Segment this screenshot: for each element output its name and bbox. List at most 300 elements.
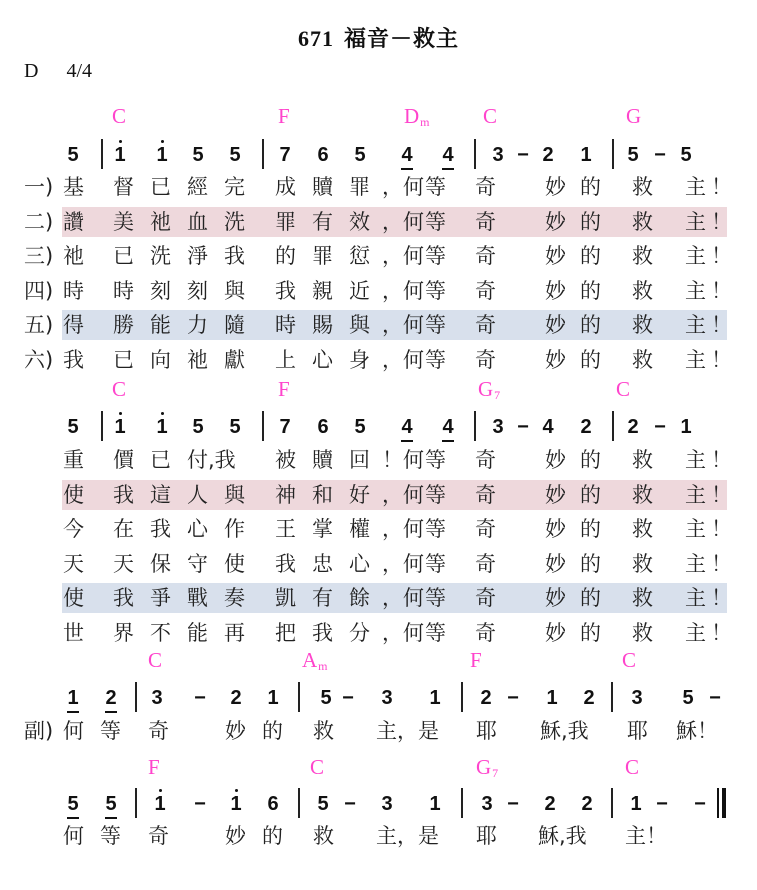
lyric-char: 我 (275, 551, 296, 576)
lyric-char: 妙 (225, 824, 246, 848)
lyric-char: 主 (685, 278, 706, 303)
note: 6 (317, 416, 329, 438)
note: 2 (627, 416, 639, 438)
lyric-char: ！ (711, 517, 732, 541)
lyric-char: 祂 (187, 347, 208, 372)
lyric-char: 贖 (312, 175, 333, 199)
lyric-char: 妙 (545, 347, 566, 372)
lyric-char: ，何 (382, 313, 424, 337)
lyric-char: 洗 (224, 209, 245, 234)
lyric-char: 等 (425, 586, 446, 610)
chord-quality: m (420, 115, 430, 129)
lyric-char: 能 (187, 620, 208, 645)
lyric-char: 能 (150, 313, 171, 337)
lyric-char: 獻 (224, 347, 245, 372)
bar-line (101, 411, 103, 441)
note: 1 (429, 793, 441, 815)
chord-symbol (310, 757, 324, 778)
note: 4 (397, 417, 417, 437)
lyric-char: 分 (349, 620, 370, 645)
lyric-char: 我 (150, 517, 171, 541)
lyric-char: 等 (100, 719, 121, 743)
lyric-char: 賜 (312, 313, 333, 337)
note: − (507, 687, 519, 709)
lyric-char: 付,我 (187, 448, 236, 472)
lyric-char: 救 (632, 244, 653, 268)
note: 1 (152, 417, 172, 437)
chord-root: C (616, 377, 631, 401)
lyric-char: 主 (685, 209, 706, 234)
lyric-char: 妙 (545, 313, 566, 337)
note: − (654, 144, 666, 166)
lyric-char: 何 (63, 824, 84, 848)
lyric-char: 有 (312, 586, 333, 610)
lyric-char: 穌,我 (540, 719, 589, 743)
lyric-char: 的 (580, 209, 601, 234)
lyric-char: ，何 (382, 482, 424, 507)
note: − (654, 416, 666, 438)
lyric-char: 心 (187, 517, 208, 541)
lyric-char: 穌,我 (538, 824, 587, 848)
chord-symbol (476, 757, 498, 779)
lyric-char: 奇 (475, 551, 496, 576)
note: 1 (630, 793, 642, 815)
lyric-char: 淨 (187, 244, 208, 268)
note: 2 (542, 144, 554, 166)
lyric-char: ，何 (382, 244, 424, 268)
lyric-char: 凱 (275, 586, 296, 610)
chord-symbol (302, 650, 328, 672)
lyric-char: 主 (685, 448, 706, 472)
chord-root: F (278, 377, 290, 401)
chord-symbol (278, 106, 290, 127)
lyric-char: 救 (632, 620, 653, 645)
lyric-char: 勝 (113, 313, 134, 337)
lyric-char: ！ (711, 278, 732, 303)
note: 2 (544, 793, 556, 815)
lyric-char: 等 (425, 313, 446, 337)
lyric-char: 基 (63, 175, 84, 199)
chord-symbol (148, 650, 162, 671)
note: − (194, 687, 206, 709)
lyric-char: 的 (580, 278, 601, 303)
lyric-char: 心 (312, 347, 333, 372)
bar-line (298, 788, 300, 818)
lyric-char: 的 (580, 482, 601, 507)
note: − (709, 687, 721, 709)
lyric-char: 的 (580, 620, 601, 645)
lyric-char: 已 (113, 347, 134, 372)
lyric-char: 被 (275, 448, 296, 472)
lyric-char: 祂 (150, 209, 171, 234)
lyric-char: 把 (275, 620, 296, 645)
chord-root: C (112, 377, 127, 401)
lyric-char: 我 (224, 244, 245, 268)
lyric-char: 奇 (475, 278, 496, 303)
note: 1 (429, 687, 441, 709)
note: 1 (546, 687, 558, 709)
lyric-char: 刻 (150, 278, 171, 303)
lyric-char: 掌 (312, 517, 333, 541)
lyric-char: 的 (580, 175, 601, 199)
note: 5 (63, 794, 83, 814)
lyric-char: 等 (425, 620, 446, 645)
lyric-char: 主 (685, 517, 706, 541)
lyric-char: 隨 (224, 313, 245, 337)
lyric-char: 使 (63, 586, 84, 610)
bar-line (461, 682, 463, 712)
note: 5 (229, 416, 241, 438)
lyric-char: 救 (313, 824, 334, 848)
note: 5 (229, 144, 241, 166)
hymn-number: 671 (297, 26, 334, 51)
lyric-char: 的 (580, 313, 601, 337)
lyric-char: 耶 (476, 719, 497, 743)
chorus-label: 副) (24, 719, 54, 743)
lyric-char: 和 (312, 482, 333, 507)
chord-symbol (112, 379, 126, 400)
chord-symbol (626, 106, 641, 127)
note: 3 (492, 416, 504, 438)
chord-quality: 7 (492, 766, 499, 780)
lyric-char: 主 (685, 175, 706, 199)
lyric-char: 的 (580, 551, 601, 576)
lyric-char: 主 (685, 620, 706, 645)
chord-symbol (112, 106, 126, 127)
bar-line (612, 411, 614, 441)
lyric-char: 與 (224, 278, 245, 303)
lyric-char: 妙 (545, 209, 566, 234)
lyric-char: 餘 (349, 586, 370, 610)
lyric-char: 保 (150, 551, 171, 576)
lyric-char: 奇 (148, 719, 169, 743)
final-bar-thick (722, 788, 726, 818)
note: 3 (481, 793, 493, 815)
bar-line (611, 682, 613, 712)
lyric-char: 主 (685, 313, 706, 337)
lyric-char: 我 (113, 586, 134, 610)
lyric-char: 妙 (545, 278, 566, 303)
lyric-char: 督 (113, 175, 134, 199)
note: − (517, 416, 529, 438)
note: 3 (381, 793, 393, 815)
lyric-char: 救 (632, 586, 653, 610)
lyric-char: 等 (100, 824, 121, 848)
note: − (194, 793, 206, 815)
note: 3 (492, 144, 504, 166)
lyric-char: 近 (349, 278, 370, 303)
note: 2 (580, 416, 592, 438)
lyric-char: 經 (187, 175, 208, 199)
lyric-char: 奇 (148, 824, 169, 848)
bar-line (611, 788, 613, 818)
chord-symbol (404, 106, 430, 128)
lyric-char: 我 (275, 278, 296, 303)
note: 2 (101, 688, 121, 708)
lyric-char: 有 (312, 209, 333, 234)
lyric-char: 神 (275, 482, 296, 507)
bar-line (298, 682, 300, 712)
lyric-char: 我 (113, 482, 134, 507)
lyric-char: 等 (425, 448, 446, 472)
lyric-char: 奇 (475, 175, 496, 199)
key: D (24, 60, 39, 82)
note: − (342, 687, 354, 709)
lyric-char: 爭 (150, 586, 171, 610)
lyric-char: 的 (580, 244, 601, 268)
note: 5 (680, 144, 692, 166)
lyric-char: 時 (63, 278, 84, 303)
lyric-char: 耶 (627, 719, 648, 743)
lyric-char: 的 (580, 448, 601, 472)
note: 5 (354, 416, 366, 438)
lyric-char: 界 (113, 620, 134, 645)
lyric-char: 讚 (63, 209, 84, 234)
chord-root: C (483, 104, 498, 128)
note: 5 (67, 144, 79, 166)
note: 7 (279, 416, 291, 438)
lyric-char: 效 (349, 209, 370, 234)
verse-label: 五) (24, 313, 54, 337)
lyric-char: 妙 (545, 175, 566, 199)
lyric-char: 救 (313, 719, 334, 743)
lyric-char: 成 (275, 175, 296, 199)
chord-root: G (476, 755, 492, 779)
lyric-char: ！ (711, 551, 732, 576)
note: 5 (354, 144, 366, 166)
lyric-char: 贖 (312, 448, 333, 472)
lyric-char: 回 (349, 448, 370, 472)
note: 5 (67, 416, 79, 438)
lyric-char: 好 (349, 482, 370, 507)
lyric-char: 主 (685, 347, 706, 372)
lyric-char: 作 (224, 517, 245, 541)
lyric-char: 力 (187, 313, 208, 337)
note: 1 (226, 794, 246, 814)
lyric-char: 天 (113, 551, 134, 576)
bar-line (101, 139, 103, 169)
chord-root: F (470, 648, 482, 672)
note: − (344, 793, 356, 815)
chord-root: F (278, 104, 290, 128)
lyric-char: 等 (425, 517, 446, 541)
lyric-char: ，何 (382, 620, 424, 645)
bar-line (612, 139, 614, 169)
lyric-char: ，何 (382, 517, 424, 541)
verse-label: 一) (24, 175, 54, 199)
lyric-char: ，何 (382, 278, 424, 303)
hymn-title (0, 22, 757, 53)
lyric-char: 刻 (187, 278, 208, 303)
note: 7 (279, 144, 291, 166)
note: 3 (631, 687, 643, 709)
lyric-char: 與 (349, 313, 370, 337)
chord-root: C (148, 648, 163, 672)
lyric-char: 救 (632, 175, 653, 199)
lyric-char: 主！ (625, 824, 667, 848)
chord-quality: m (318, 659, 328, 673)
lyric-char: 今 (63, 517, 84, 541)
chord-quality: 7 (494, 388, 501, 402)
lyric-char: 再 (224, 620, 245, 645)
lyric-char: 價 (113, 448, 134, 472)
lyric-char: 已 (150, 175, 171, 199)
note: − (517, 144, 529, 166)
lyric-char: 奇 (475, 586, 496, 610)
note: 2 (230, 687, 242, 709)
lyric-char: 已 (113, 244, 134, 268)
lyric-char: 耶 (476, 824, 497, 848)
note: 3 (151, 687, 163, 709)
lyric-char: 守 (187, 551, 208, 576)
lyric-char: 天 (63, 551, 84, 576)
lyric-char: 妙 (225, 719, 246, 743)
lyric-char: 時 (275, 313, 296, 337)
bar-line (135, 788, 137, 818)
lyric-char: 等 (425, 175, 446, 199)
lyric-char: 罪 (349, 175, 370, 199)
verse-label: 二) (24, 209, 54, 234)
chord-root: F (148, 755, 160, 779)
chord-root: G (478, 377, 494, 401)
lyric-char: 忠 (312, 551, 333, 576)
lyric-char: 得 (63, 313, 84, 337)
chord-symbol (622, 650, 636, 671)
chord-root: C (310, 755, 325, 779)
lyric-char: 妙 (545, 620, 566, 645)
bar-line (461, 788, 463, 818)
hymn-name: 福音－救主 (343, 27, 459, 52)
lyric-char: 王 (275, 517, 296, 541)
note: 5 (320, 687, 332, 709)
lyric-char: ！ (711, 175, 732, 199)
lyric-char: 何 (63, 719, 84, 743)
lyric-char: 救 (632, 278, 653, 303)
lyric-char: 奇 (475, 244, 496, 268)
note: 1 (110, 417, 130, 437)
lyric-char: 等 (425, 551, 446, 576)
lyric-char: 救 (632, 517, 653, 541)
note: 1 (580, 144, 592, 166)
chord-symbol (148, 757, 160, 778)
chord-root: D (404, 104, 420, 128)
lyric-char: 等 (425, 244, 446, 268)
lyric-char: 親 (312, 278, 333, 303)
note: 5 (192, 416, 204, 438)
lyric-char: ，何 (382, 347, 424, 372)
chord-root: C (625, 755, 640, 779)
lyric-char: 奇 (475, 347, 496, 372)
lyric-char: 的 (262, 719, 283, 743)
lyric-char: 救 (632, 482, 653, 507)
lyric-char: 救 (632, 551, 653, 576)
chord-symbol (616, 379, 630, 400)
lyric-char: 妙 (545, 244, 566, 268)
lyric-char: 這 (150, 482, 171, 507)
lyric-char: 主 (685, 586, 706, 610)
chord-symbol (478, 379, 500, 401)
lyric-char: 妙 (545, 517, 566, 541)
lyric-char: 奇 (475, 448, 496, 472)
lyric-char: 在 (113, 517, 134, 541)
lyric-char: 血 (187, 209, 208, 234)
lyric-char: 奇 (475, 517, 496, 541)
note: 1 (63, 688, 83, 708)
lyric-char: 奇 (475, 209, 496, 234)
lyric-char: 主 (685, 482, 706, 507)
lyric-char: 救 (632, 209, 653, 234)
lyric-char: 人 (187, 482, 208, 507)
bar-line (262, 139, 264, 169)
bar-line (262, 411, 264, 441)
bar-line (474, 411, 476, 441)
lyric-char: 妙 (545, 448, 566, 472)
lyric-char: 美 (113, 209, 134, 234)
lyric-char: ！ (711, 620, 732, 645)
chord-root: C (622, 648, 637, 672)
lyric-char: ，何 (382, 175, 424, 199)
lyric-char: ！ (711, 586, 732, 610)
lyric-char: 上 (275, 347, 296, 372)
lyric-char: 主 (685, 244, 706, 268)
lyric-char: 戰 (187, 586, 208, 610)
lyric-char: ！ (711, 448, 732, 472)
note: 3 (381, 687, 393, 709)
key-signature (24, 60, 120, 83)
lyric-char: 的 (262, 824, 283, 848)
note: 4 (542, 416, 554, 438)
note: − (507, 793, 519, 815)
lyric-char: 等 (425, 278, 446, 303)
chord-root: G (626, 104, 642, 128)
lyric-char: 奇 (475, 482, 496, 507)
lyric-char: 心 (349, 551, 370, 576)
lyric-char: 已 (150, 448, 171, 472)
note: 1 (150, 794, 170, 814)
note: − (656, 793, 668, 815)
lyric-char: 妙 (545, 551, 566, 576)
lyric-char: ！ (711, 347, 732, 372)
lyric-char: ，何 (382, 586, 424, 610)
lyric-char: 身 (349, 347, 370, 372)
lyric-char: ，何 (382, 551, 424, 576)
lyric-char: 妙 (545, 586, 566, 610)
chord-symbol (625, 757, 639, 778)
note: 4 (397, 145, 417, 165)
lyric-char: 主 (685, 551, 706, 576)
note: − (694, 793, 706, 815)
final-bar-thin (717, 788, 719, 818)
note: 6 (267, 793, 279, 815)
verse-label: 六) (24, 347, 54, 372)
lyric-char: ！ (711, 313, 732, 337)
lyric-char: 我 (63, 347, 84, 372)
chord-symbol (278, 379, 290, 400)
lyric-char: 的 (275, 244, 296, 268)
lyric-char: 我 (312, 620, 333, 645)
note: 4 (438, 417, 458, 437)
chord-root: A (302, 648, 318, 672)
lyric-char: 權 (349, 517, 370, 541)
lyric-char: ！何 (382, 448, 424, 472)
lyric-char: 奏 (224, 586, 245, 610)
verse-label: 四) (24, 278, 54, 303)
lyric-char: 主，是 (376, 719, 439, 743)
note: 5 (317, 793, 329, 815)
lyric-char: 罪 (312, 244, 333, 268)
lyric-char: 救 (632, 313, 653, 337)
lyric-char: 世 (63, 620, 84, 645)
